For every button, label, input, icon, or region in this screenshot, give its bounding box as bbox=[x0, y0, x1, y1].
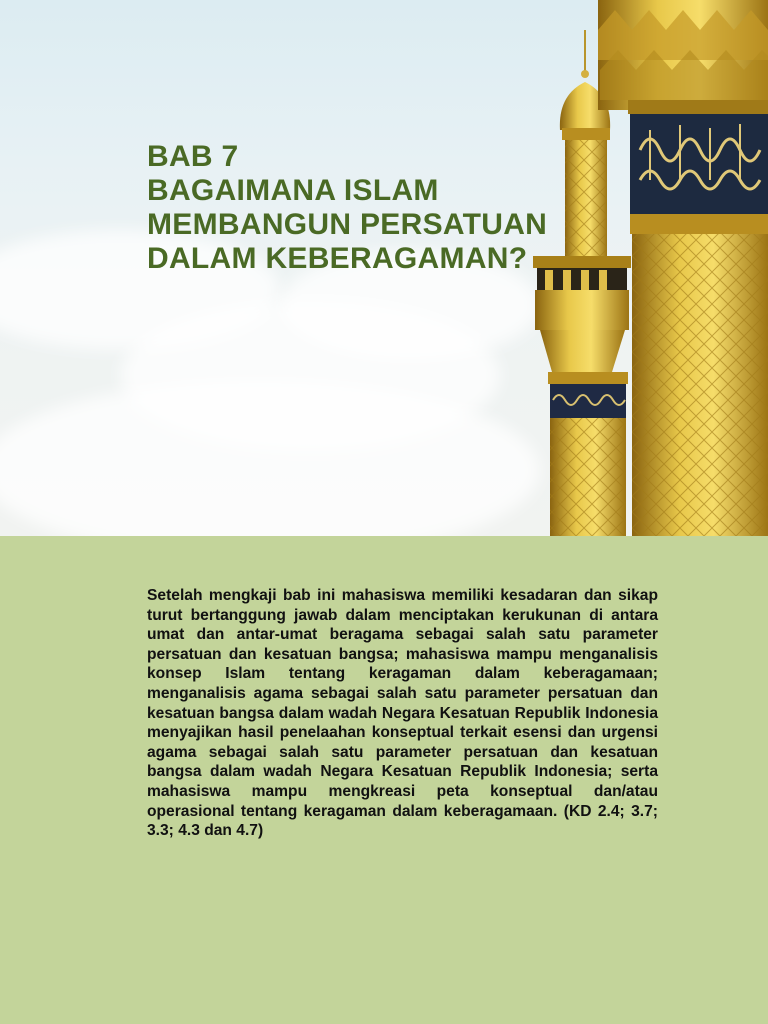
chapter-number: BAB 7 bbox=[147, 140, 239, 173]
chapter-title-line: MEMBANGUN PERSATUAN bbox=[147, 208, 548, 241]
chapter-title-line: DALAM KEBERAGAMAN? bbox=[147, 242, 528, 275]
chapter-objectives-paragraph: Setelah mengkaji bab ini mahasiswa memiliki kesadaran dan sikap turut bertanggung jawab dalam menciptakan kerukunan di antara umat dan antar-umat beragama sebagai salah satu parameter persatuan dan kesatuan bangsa; mahasiswa mampu menganalisis konsep Islam tentang keragaman dalam keberagamaan; menganalisis agama sebagai salah satu parameter persatuan dan kesatuan bangsa dalam wadah Negara Kesatuan Republik Indonesia menyajikan hasil penelaahan konseptual terkait esensi dan urgensi agama sebagai salah satu parameter persatuan dan kesatuan bangsa dalam wadah Negara Kesatuan Republik Indonesia; serta mahasiswa mampu mengkreasi peta konseptual dan/atau operasional tentang keragaman dalam keberagamaan. (KD 2.4; 3.7; 3.3; 4.3 dan 4.7) bbox=[147, 587, 658, 840]
chapter-title bbox=[147, 140, 547, 276]
chapter-title-line: BAGAIMANA ISLAM bbox=[147, 174, 439, 207]
